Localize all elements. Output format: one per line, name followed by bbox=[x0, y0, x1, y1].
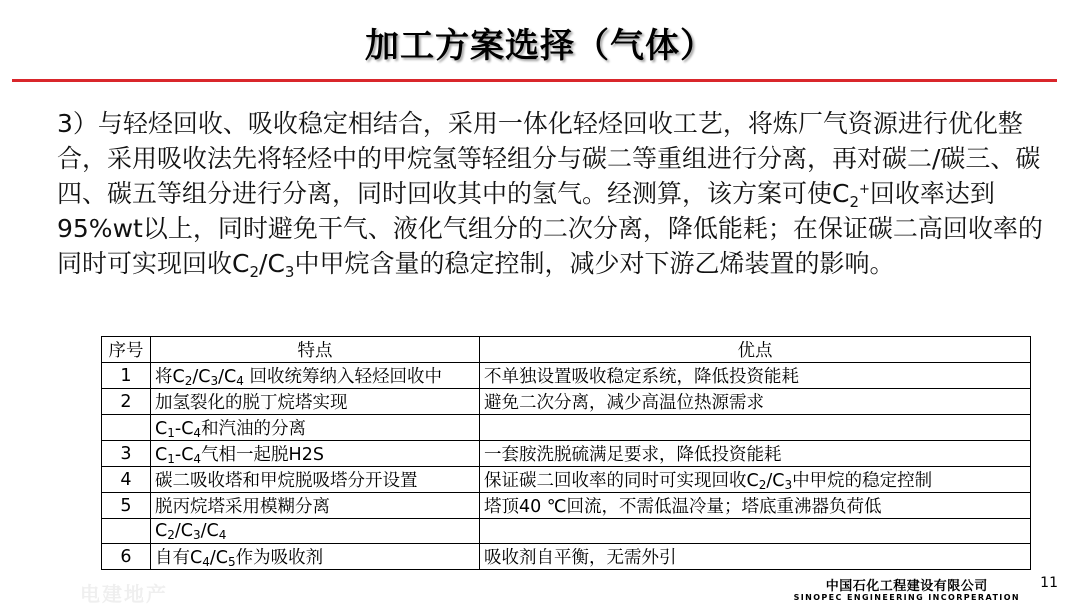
cell-text: 作为吸收剂 bbox=[235, 548, 324, 568]
header-advantage: 优点 bbox=[480, 337, 1031, 363]
subscript: 4 bbox=[236, 374, 244, 388]
row-index: 3 bbox=[102, 441, 151, 467]
company-name-cn: 中国石化工程建设有限公司 bbox=[825, 579, 988, 594]
subscript: 2 bbox=[249, 263, 260, 281]
paragraph-text: 3）与轻烃回收、吸收稳定相结合，采用一体化轻烃回收工艺，将炼厂气资源进行优化整合，采用吸收法先将轻烃中的甲烷氢等轻组分与碳二等重组进行分离，再对碳二/碳三、碳四、碳五等组分进行分离，同时回收其中的氢气。经测算，该方案可使C bbox=[57, 109, 1041, 208]
table-row bbox=[102, 415, 1031, 441]
cell-text: C bbox=[155, 419, 168, 439]
subscript: 2 bbox=[167, 528, 175, 542]
table-row bbox=[102, 389, 1031, 415]
cell-text: 避免二次分离，减少高温位热源需求 bbox=[484, 393, 764, 413]
cell-text: /C bbox=[218, 367, 237, 387]
company-logo-text bbox=[794, 575, 1020, 602]
row-advantage bbox=[480, 389, 1031, 415]
subscript: 3 bbox=[284, 263, 295, 281]
subscript: 1 bbox=[167, 452, 175, 466]
row-feature bbox=[151, 467, 480, 493]
cell-text: 和汽油的分离 bbox=[201, 419, 307, 439]
row-feature bbox=[151, 493, 480, 519]
table-row bbox=[102, 441, 1031, 467]
row-index: 2 bbox=[102, 389, 151, 415]
row-index bbox=[102, 415, 151, 441]
row-feature bbox=[151, 441, 480, 467]
cell-text: 吸收剂自平衡，无需外引 bbox=[484, 548, 677, 568]
row-index bbox=[102, 519, 151, 544]
row-advantage bbox=[480, 544, 1031, 570]
cell-text: C bbox=[155, 521, 168, 541]
subscript: 3 bbox=[210, 374, 219, 388]
header-feature: 特点 bbox=[151, 337, 480, 363]
row-feature bbox=[151, 415, 480, 441]
table-header-row bbox=[102, 337, 1031, 363]
table-row bbox=[102, 363, 1031, 389]
subscript: 4 bbox=[202, 555, 210, 569]
row-index: 4 bbox=[102, 467, 151, 493]
cell-text: /C bbox=[766, 471, 785, 491]
slide-title: 加工方案选择（气体） bbox=[365, 26, 715, 66]
subscript: 2 bbox=[849, 193, 860, 211]
row-index: 1 bbox=[102, 363, 151, 389]
superscript: + bbox=[859, 182, 870, 197]
subscript: 2 bbox=[758, 478, 767, 492]
subscript: 1 bbox=[167, 426, 175, 440]
cell-text: 碳二吸收塔和甲烷脱吸塔分开设置 bbox=[155, 471, 418, 491]
cell-text: 将C bbox=[155, 367, 185, 387]
subscript: 4 bbox=[193, 426, 202, 440]
row-advantage bbox=[480, 493, 1031, 519]
row-advantage bbox=[480, 415, 1031, 441]
cell-text: 中甲烷的稳定控制 bbox=[792, 471, 933, 491]
cell-text: /C bbox=[209, 548, 228, 568]
cell-text: 自有C bbox=[155, 548, 203, 568]
table-row bbox=[102, 467, 1031, 493]
cell-text: 气相一起脱H2S bbox=[201, 445, 324, 465]
row-feature bbox=[151, 519, 480, 544]
header-index: 序号 bbox=[102, 337, 151, 363]
cell-text: 加氢裂化的脱丁烷塔实现 bbox=[155, 393, 348, 413]
row-advantage bbox=[480, 441, 1031, 467]
subscript: 4 bbox=[218, 528, 227, 542]
table-row bbox=[102, 519, 1031, 544]
paragraph-text: /C bbox=[259, 249, 285, 278]
title-divider bbox=[12, 79, 1057, 82]
company-name-en: SINOPEC ENGINEERING INCORPERATION bbox=[793, 593, 1020, 602]
cell-text: 回收统筹纳入轻烃回收中 bbox=[243, 367, 442, 387]
subscript: 4 bbox=[193, 452, 202, 466]
subscript: 3 bbox=[193, 528, 201, 542]
cell-text: C bbox=[155, 445, 168, 465]
body-paragraph bbox=[57, 106, 1047, 281]
cell-text: -C bbox=[174, 445, 194, 465]
comparison-table bbox=[101, 336, 1031, 570]
row-advantage bbox=[480, 519, 1031, 544]
page-number: 11 bbox=[1040, 575, 1058, 591]
subscript: 2 bbox=[184, 374, 193, 388]
cell-text: 塔顶40 ℃回流，不需低温冷量；塔底重沸器负荷低 bbox=[484, 497, 882, 517]
cell-text: /C bbox=[200, 521, 219, 541]
cell-text: 不单独设置吸收稳定系统，降低投资能耗 bbox=[484, 367, 799, 387]
table-row bbox=[102, 493, 1031, 519]
paragraph-text: 中甲烷含量的稳定控制，减少对下游乙烯装置的影响。 bbox=[294, 249, 895, 278]
subscript: 3 bbox=[784, 478, 793, 492]
row-feature bbox=[151, 363, 480, 389]
cell-text: /C bbox=[192, 367, 211, 387]
paragraph-text: 回收率达到95%wt以上，同时避免干气、液化气组分的二次分离，降低能耗；在保证碳二高回收率的同时可实现回收C bbox=[57, 179, 1043, 278]
row-advantage bbox=[480, 467, 1031, 493]
row-feature bbox=[151, 389, 480, 415]
cell-text: -C bbox=[174, 419, 194, 439]
table-body bbox=[102, 363, 1031, 570]
table-row bbox=[102, 544, 1031, 570]
row-index: 5 bbox=[102, 493, 151, 519]
row-feature bbox=[151, 544, 480, 570]
row-advantage bbox=[480, 363, 1031, 389]
cell-text: /C bbox=[174, 521, 193, 541]
row-index: 6 bbox=[102, 544, 151, 570]
watermark: 电建地产 bbox=[80, 582, 168, 606]
cell-text: 保证碳二回收率的同时可实现回收C bbox=[484, 471, 759, 491]
cell-text: 脱丙烷塔采用模糊分离 bbox=[155, 497, 330, 517]
subscript: 5 bbox=[228, 555, 236, 569]
cell-text: 一套胺洗脱硫满足要求，降低投资能耗 bbox=[484, 445, 782, 465]
